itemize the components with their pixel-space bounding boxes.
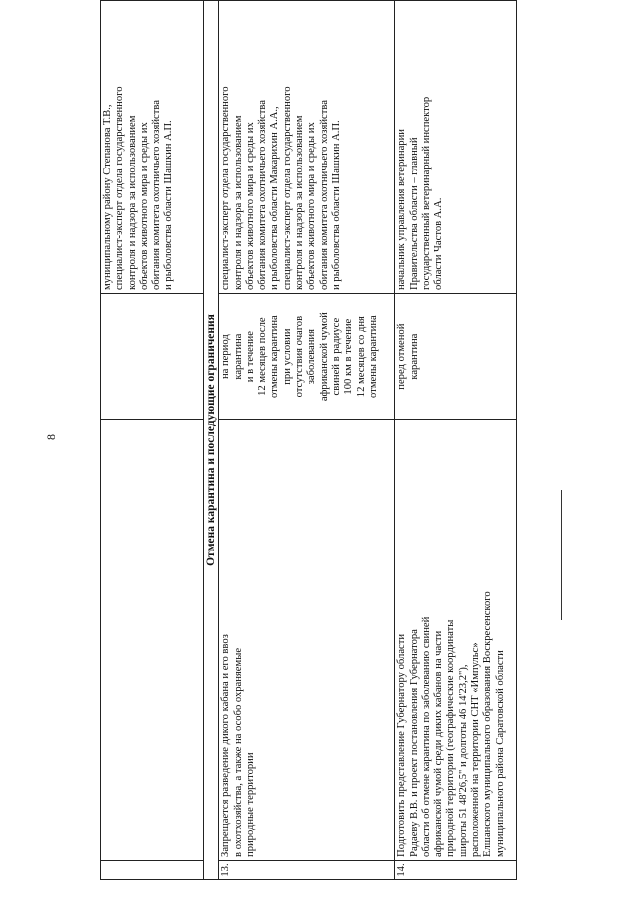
text-line: и рыболовства области Шашкин А.П. [330, 120, 342, 291]
text-line: области об отмене карантина по заболеванию свиней [420, 616, 432, 857]
description-cell [219, 420, 395, 861]
section-title: Отмена карантина и последующие ограничения [204, 1, 219, 880]
text-line: 100 км в течение [343, 318, 355, 395]
term-cell [219, 294, 395, 420]
quarantine-measures-table [100, 0, 517, 880]
text-line: начальник управления ветеринарии [396, 129, 408, 291]
text-line: широты 51 48'26,5" и долготы 46 14'23,2"), [457, 664, 469, 857]
text-line: контроля и надзора за использованием [294, 115, 306, 291]
number-cell [101, 860, 204, 879]
text-line: Радаеву В.В. и проект постановления Губернатора [408, 629, 420, 857]
description-cell [395, 420, 517, 861]
row-number: 14. [395, 860, 517, 879]
text-line: области Частов А.А. [433, 197, 445, 291]
text-line: в охотхозяйства, а также на особо охраняемые [232, 647, 244, 857]
text-line: контроля и надзора за использованием [232, 115, 244, 291]
description-cell [101, 420, 204, 861]
text-line: расположенной на территории СНТ «Импульс» [470, 642, 482, 857]
text-line: 12 месяцев со дня [355, 316, 367, 398]
text-line: заболевания [306, 329, 318, 385]
text-line: природные территории [244, 752, 256, 857]
text-line: отмены карантина [367, 315, 379, 398]
text-line: обитания комитета охотничьего хозяйства [257, 100, 269, 291]
text-line: муниципальному району Степанова Т.В., [102, 104, 113, 291]
responsible-cell [219, 1, 395, 294]
text-line: объектов животного мира и среды их [138, 122, 150, 291]
row-number: 13. [219, 860, 395, 879]
text-line: свиней в радиусе [330, 317, 342, 396]
text-line: Подготовить представление Губернатору области [396, 633, 408, 857]
text-line: специалист-эксперт отдела государственного [114, 86, 126, 291]
text-line: африканской чумой среди диких кабанов на части [433, 630, 445, 857]
text-line: карантина [232, 333, 244, 380]
table-row [219, 1, 395, 880]
text-line: специалист-эксперт отдела государственного [220, 86, 232, 291]
text-line: обитания комитета охотничьего хозяйства [151, 100, 163, 291]
text-line: африканской чумой [318, 312, 330, 402]
rotated-page-content [100, 0, 640, 880]
text-line: карантина [408, 333, 420, 380]
page-number: 8 [44, 434, 58, 440]
responsible-cell [101, 1, 204, 294]
text-line: на период [220, 334, 232, 380]
text-line: отсутствия очагов [294, 315, 306, 398]
text-line: объектов животного мира и среды их [244, 122, 256, 291]
text-line: Елшанского муниципального образования Воскресенского [482, 591, 494, 857]
text-line: и рыболовства области Шашкин А.П. [163, 120, 175, 291]
text-line: Правительства области – главный [408, 137, 420, 291]
text-line: Запрещается разведение дикого кабана и его ввоз [220, 634, 232, 857]
text-line: 12 месяцев после [257, 317, 269, 396]
table-row [395, 1, 517, 880]
text-line: природной территории (географические координаты [445, 619, 457, 857]
text-line: обитания комитета охотничьего хозяйства [318, 100, 330, 291]
text-line: объектов животного мира и среды их [306, 122, 318, 291]
text-line: государственный ветеринарный инспектор [420, 96, 432, 291]
text-line: при условии [281, 328, 293, 385]
text-line: контроля и надзора за использованием [126, 115, 138, 291]
section-header-row [204, 1, 219, 880]
text-line: и рыболовства области Макарихин А.А., [269, 106, 281, 291]
table-row [101, 1, 204, 880]
text-line: специалист-эксперт отдела государственного [281, 86, 293, 291]
term-cell [101, 294, 204, 420]
text-line: отмены карантина [269, 315, 281, 398]
text-line: муниципального района Саратовской области [494, 650, 506, 857]
cut-line [561, 490, 562, 620]
responsible-cell [395, 1, 517, 294]
text-line: и в течение [244, 331, 256, 383]
term-cell [395, 294, 517, 420]
text-line: перед отменой [396, 323, 408, 390]
